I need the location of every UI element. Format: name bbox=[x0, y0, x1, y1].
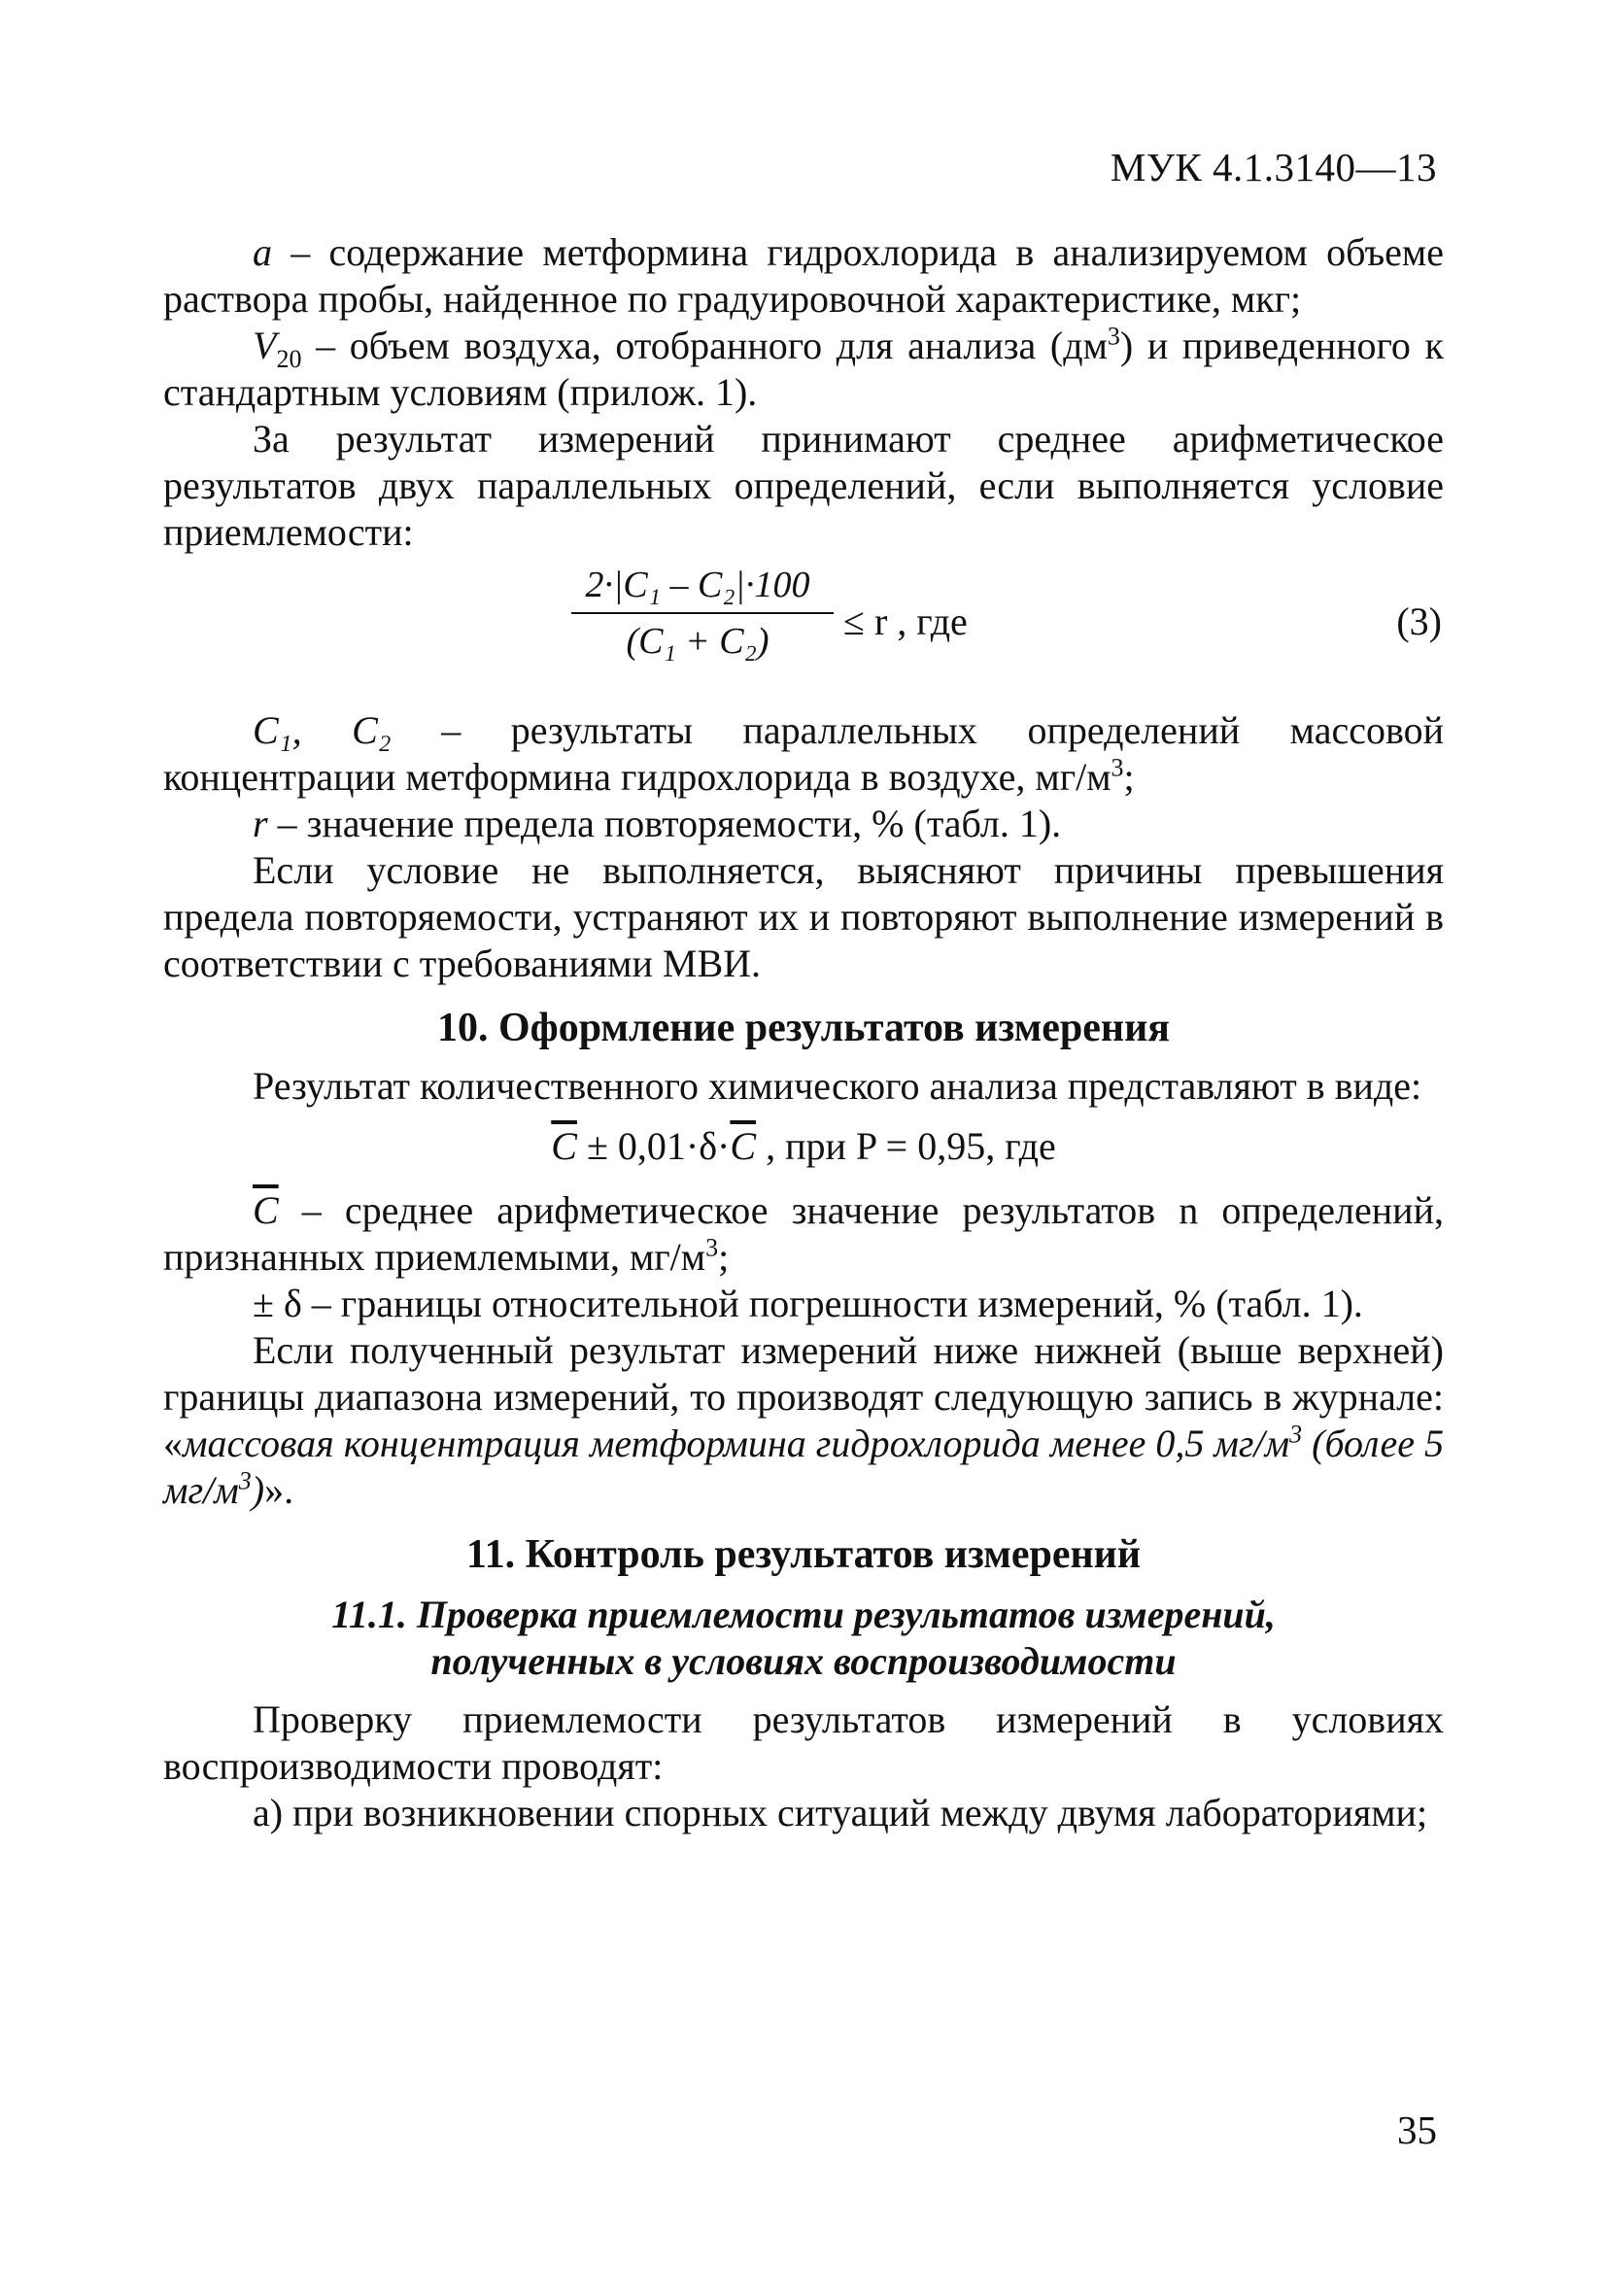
definition-r bbox=[163, 801, 1444, 847]
result-formula-pm: ± 0,01·δ· bbox=[586, 1124, 731, 1168]
page-number: 35 bbox=[1397, 2108, 1437, 2152]
symbol-c1-c2: C₁, C₂ bbox=[253, 708, 392, 752]
c-mean-2: $\overline{C}$ bbox=[730, 1124, 757, 1168]
section-10-paragraph: Результат количественного химического анализа представляют в виде: bbox=[253, 1064, 1422, 1108]
section-11-1-heading-line1: 11.1. Проверка приемлемости результатов измерений, bbox=[331, 1593, 1276, 1636]
definition-a bbox=[163, 229, 1444, 323]
quote-text-b: (более 5 мг/м bbox=[163, 1422, 1444, 1512]
definition-v20-text-a: – объем воздуха, отобранного для анализа (дм bbox=[301, 324, 1108, 367]
definition-c1-c2-tail: ; bbox=[1123, 755, 1135, 799]
definition-c1-c2-text: – результаты параллельных определений массовой концентрации метформина гидрохлорида в воздухе, мг/м bbox=[163, 708, 1444, 799]
symbol-r: r bbox=[253, 802, 268, 845]
definition-c-mean-tail: ; bbox=[718, 1235, 730, 1279]
result-formula bbox=[163, 1123, 1444, 1170]
symbol-a: a bbox=[253, 230, 272, 274]
symbol-v: V bbox=[253, 324, 277, 367]
section-11-paragraph: Проверку приемлемости результатов измерений в условиях воспроизводимости проводят: bbox=[163, 1697, 1444, 1788]
definition-c-mean-sup: 3 bbox=[705, 1233, 719, 1262]
definition-delta: ± δ – границы относительной погрешности измерений, % (табл. 1). bbox=[253, 1282, 1363, 1325]
formula-3-denominator: (C₁ + C₂) bbox=[626, 621, 769, 662]
c-mean-1: $\overline{C}$ bbox=[551, 1124, 577, 1168]
definition-v20-text-b: ) и приведенного к стандартным условиям (прилож. 1). bbox=[163, 324, 1444, 414]
section-11-1-heading-line2: полученных в условиях воспроизводимости bbox=[430, 1639, 1177, 1683]
formula-3-fraction bbox=[571, 562, 824, 665]
formula-3-number: (3) bbox=[1396, 600, 1442, 643]
paragraph-limit-text: Если полученный результат измерений ниже нижней (выше верхней) границы диапазона измерений, то производят следующую запись в журнале: bbox=[163, 1328, 1444, 1419]
formula-3 bbox=[163, 562, 1444, 698]
definition-r-text: – значение предела повторяемости, % (табл. 1). bbox=[267, 802, 1062, 845]
quote-text-c: ) bbox=[251, 1468, 265, 1512]
quote-text-a: массовая концентрация метформина гидрохлорида менее 0,5 мг/м bbox=[183, 1422, 1290, 1465]
symbol-c-mean: $\overline{C}$ bbox=[253, 1188, 279, 1232]
definition-v20-sup: 3 bbox=[1107, 322, 1120, 351]
result-formula-tail: , при P = 0,95, где bbox=[756, 1124, 1056, 1168]
paragraph-limit bbox=[163, 1327, 1444, 1514]
section-11-heading: 11. Контроль результатов измерений bbox=[465, 1532, 1142, 1577]
quote-close: ». bbox=[264, 1468, 294, 1512]
formula-3-rest: ≤ r , где bbox=[843, 600, 968, 643]
quote-open: « bbox=[163, 1422, 183, 1465]
paragraph-result: За результат измерений принимают среднее арифметическое результатов двух параллельных определений, если выполняется условие приемлемости: bbox=[163, 417, 1444, 554]
body-text bbox=[163, 229, 1444, 1836]
document-code: МУК 4.1.3140—13 bbox=[1110, 145, 1437, 189]
definition-c1-c2 bbox=[163, 707, 1444, 801]
definition-c-mean-text: – среднее арифметическое значение результатов n определений, признанных приемлемыми, мг/м bbox=[163, 1188, 1444, 1279]
symbol-v-sub: 20 bbox=[276, 345, 302, 373]
quote-sup-2: 3 bbox=[238, 1466, 252, 1495]
section-11-1-heading bbox=[163, 1592, 1444, 1685]
section-10-heading: 10. Оформление результатов измерения bbox=[436, 1006, 1171, 1050]
definition-c1-c2-sup: 3 bbox=[1111, 753, 1124, 782]
definition-c-mean bbox=[163, 1187, 1444, 1281]
definition-v20 bbox=[163, 323, 1444, 416]
formula-3-numerator: 2·|C₁ – C₂|·100 bbox=[585, 565, 810, 605]
quote-sup-1: 3 bbox=[1289, 1420, 1303, 1449]
list-item-a: а) при возникновении спорных ситуаций между двумя лабораториями; bbox=[253, 1791, 1428, 1834]
paragraph-condition: Если условие не выполняется, выясняют причины превышения предела повторяемости, устраняют их и повторяют выполнение измерений в соответствии с требованиями МВИ. bbox=[163, 848, 1444, 985]
definition-a-text: – содержание метформина гидрохлорида в анализируемом объеме раствора пробы, найденное по градуировочной характеристике, мкг; bbox=[163, 230, 1444, 321]
